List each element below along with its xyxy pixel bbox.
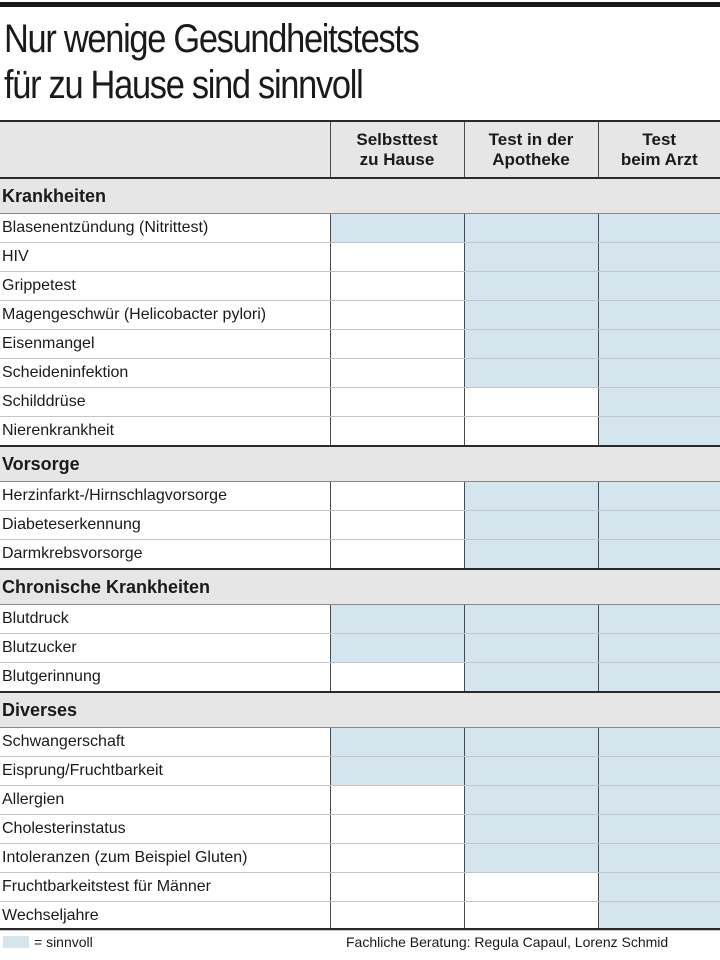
header-line: beim Arzt bbox=[620, 149, 698, 169]
cell-apotheke bbox=[464, 417, 598, 447]
cell-selbsttest bbox=[330, 844, 464, 873]
table-row bbox=[0, 272, 720, 301]
row-label: Scheideninfektion bbox=[0, 359, 330, 388]
cell-apotheke bbox=[464, 634, 598, 663]
row-label: Grippetest bbox=[0, 272, 330, 301]
cell-arzt bbox=[598, 663, 720, 693]
cell-arzt bbox=[598, 417, 720, 447]
row-label: Nierenkrankheit bbox=[0, 417, 330, 447]
cell-selbsttest bbox=[330, 417, 464, 447]
cell-arzt bbox=[598, 815, 720, 844]
cell-arzt bbox=[598, 728, 720, 757]
section-title: Diverses bbox=[0, 692, 720, 728]
cell-apotheke bbox=[464, 272, 598, 301]
cell-arzt bbox=[598, 540, 720, 570]
cell-selbsttest bbox=[330, 873, 464, 902]
cell-arzt bbox=[598, 301, 720, 330]
row-label: Schilddrüse bbox=[0, 388, 330, 417]
cell-selbsttest bbox=[330, 663, 464, 693]
cell-arzt bbox=[598, 388, 720, 417]
table-row bbox=[0, 482, 720, 511]
cell-arzt bbox=[598, 243, 720, 272]
row-label: Wechseljahre bbox=[0, 902, 330, 931]
footer bbox=[0, 928, 720, 958]
cell-arzt bbox=[598, 786, 720, 815]
table-row bbox=[0, 757, 720, 786]
cell-apotheke bbox=[464, 873, 598, 902]
header-selbsttest bbox=[330, 121, 464, 178]
header-row bbox=[0, 121, 720, 178]
section-header bbox=[0, 446, 720, 482]
cell-selbsttest bbox=[330, 330, 464, 359]
table-row bbox=[0, 214, 720, 243]
header-line: Test in der bbox=[488, 129, 574, 149]
cell-selbsttest bbox=[330, 359, 464, 388]
row-label: Magengeschwür (Helicobacter pylori) bbox=[0, 301, 330, 330]
cell-apotheke bbox=[464, 301, 598, 330]
header-empty bbox=[0, 121, 330, 178]
header-line: Test bbox=[642, 129, 677, 149]
table-row bbox=[0, 873, 720, 902]
row-label: Eisenmangel bbox=[0, 330, 330, 359]
header-arzt bbox=[598, 121, 720, 178]
cell-apotheke bbox=[464, 902, 598, 931]
cell-apotheke bbox=[464, 482, 598, 511]
table-row bbox=[0, 844, 720, 873]
cell-arzt bbox=[598, 902, 720, 931]
table-row bbox=[0, 511, 720, 540]
section-header bbox=[0, 692, 720, 728]
cell-arzt bbox=[598, 330, 720, 359]
cell-selbsttest bbox=[330, 272, 464, 301]
row-label: Intoleranzen (zum Beispiel Gluten) bbox=[0, 844, 330, 873]
cell-selbsttest bbox=[330, 815, 464, 844]
row-label: HIV bbox=[0, 243, 330, 272]
cell-apotheke bbox=[464, 844, 598, 873]
cell-apotheke bbox=[464, 728, 598, 757]
cell-arzt bbox=[598, 605, 720, 634]
header-apotheke bbox=[464, 121, 598, 178]
row-label: Schwangerschaft bbox=[0, 728, 330, 757]
title-line-1: Nur wenige Gesundheitstests bbox=[4, 17, 419, 61]
top-rule bbox=[0, 2, 720, 7]
header-line: zu Hause bbox=[359, 149, 435, 169]
table-row bbox=[0, 330, 720, 359]
page-title bbox=[4, 16, 616, 108]
test-table bbox=[0, 120, 720, 931]
cell-arzt bbox=[598, 634, 720, 663]
table-row bbox=[0, 388, 720, 417]
cell-selbsttest bbox=[330, 757, 464, 786]
table-row bbox=[0, 728, 720, 757]
table-row bbox=[0, 605, 720, 634]
cell-arzt bbox=[598, 359, 720, 388]
cell-apotheke bbox=[464, 388, 598, 417]
legend-label: = sinnvoll bbox=[34, 934, 93, 950]
cell-arzt bbox=[598, 844, 720, 873]
cell-arzt bbox=[598, 757, 720, 786]
cell-apotheke bbox=[464, 243, 598, 272]
cell-apotheke bbox=[464, 359, 598, 388]
cell-apotheke bbox=[464, 757, 598, 786]
row-label: Fruchtbarkeitstest für Männer bbox=[0, 873, 330, 902]
cell-selbsttest bbox=[330, 902, 464, 931]
cell-selbsttest bbox=[330, 388, 464, 417]
table-body bbox=[0, 178, 720, 931]
cell-apotheke bbox=[464, 663, 598, 693]
row-label: Allergien bbox=[0, 786, 330, 815]
cell-apotheke bbox=[464, 786, 598, 815]
row-label: Blutgerinnung bbox=[0, 663, 330, 693]
cell-arzt bbox=[598, 511, 720, 540]
section-title: Vorsorge bbox=[0, 446, 720, 482]
cell-selbsttest bbox=[330, 301, 464, 330]
section-title: Krankheiten bbox=[0, 178, 720, 214]
cell-selbsttest bbox=[330, 605, 464, 634]
cell-apotheke bbox=[464, 815, 598, 844]
table-row bbox=[0, 243, 720, 272]
row-label: Darmkrebsvorsorge bbox=[0, 540, 330, 570]
cell-selbsttest bbox=[330, 482, 464, 511]
cell-selbsttest bbox=[330, 214, 464, 243]
table-row bbox=[0, 301, 720, 330]
row-label: Herzinfarkt-/Hirnschlagvorsorge bbox=[0, 482, 330, 511]
cell-selbsttest bbox=[330, 634, 464, 663]
cell-selbsttest bbox=[330, 540, 464, 570]
row-label: Blutdruck bbox=[0, 605, 330, 634]
cell-selbsttest bbox=[330, 728, 464, 757]
cell-selbsttest bbox=[330, 511, 464, 540]
table-row bbox=[0, 417, 720, 447]
cell-apotheke bbox=[464, 605, 598, 634]
header-line: Apotheke bbox=[492, 149, 570, 169]
legend-swatch bbox=[3, 936, 29, 948]
table-row bbox=[0, 815, 720, 844]
table-row bbox=[0, 786, 720, 815]
table-row bbox=[0, 902, 720, 931]
row-label: Blasenentzündung (Nitrittest) bbox=[0, 214, 330, 243]
section-header bbox=[0, 178, 720, 214]
cell-apotheke bbox=[464, 330, 598, 359]
table-row bbox=[0, 634, 720, 663]
row-label: Eisprung/Fruchtbarkeit bbox=[0, 757, 330, 786]
cell-arzt bbox=[598, 873, 720, 902]
cell-apotheke bbox=[464, 540, 598, 570]
cell-apotheke bbox=[464, 214, 598, 243]
table-row bbox=[0, 663, 720, 693]
title-line-2: für zu Hause sind sinnvoll bbox=[4, 63, 363, 107]
header-line: Selbsttest bbox=[356, 129, 438, 149]
credit-text: Fachliche Beratung: Regula Capaul, Lorenz Schmid bbox=[346, 934, 669, 950]
cell-arzt bbox=[598, 272, 720, 301]
cell-selbsttest bbox=[330, 243, 464, 272]
cell-apotheke bbox=[464, 511, 598, 540]
section-header bbox=[0, 569, 720, 605]
row-label: Diabeteserkennung bbox=[0, 511, 330, 540]
cell-arzt bbox=[598, 482, 720, 511]
row-label: Blutzucker bbox=[0, 634, 330, 663]
cell-selbsttest bbox=[330, 786, 464, 815]
section-title: Chronische Krankheiten bbox=[0, 569, 720, 605]
row-label: Cholesterinstatus bbox=[0, 815, 330, 844]
cell-arzt bbox=[598, 214, 720, 243]
table-row bbox=[0, 359, 720, 388]
table-row bbox=[0, 540, 720, 570]
